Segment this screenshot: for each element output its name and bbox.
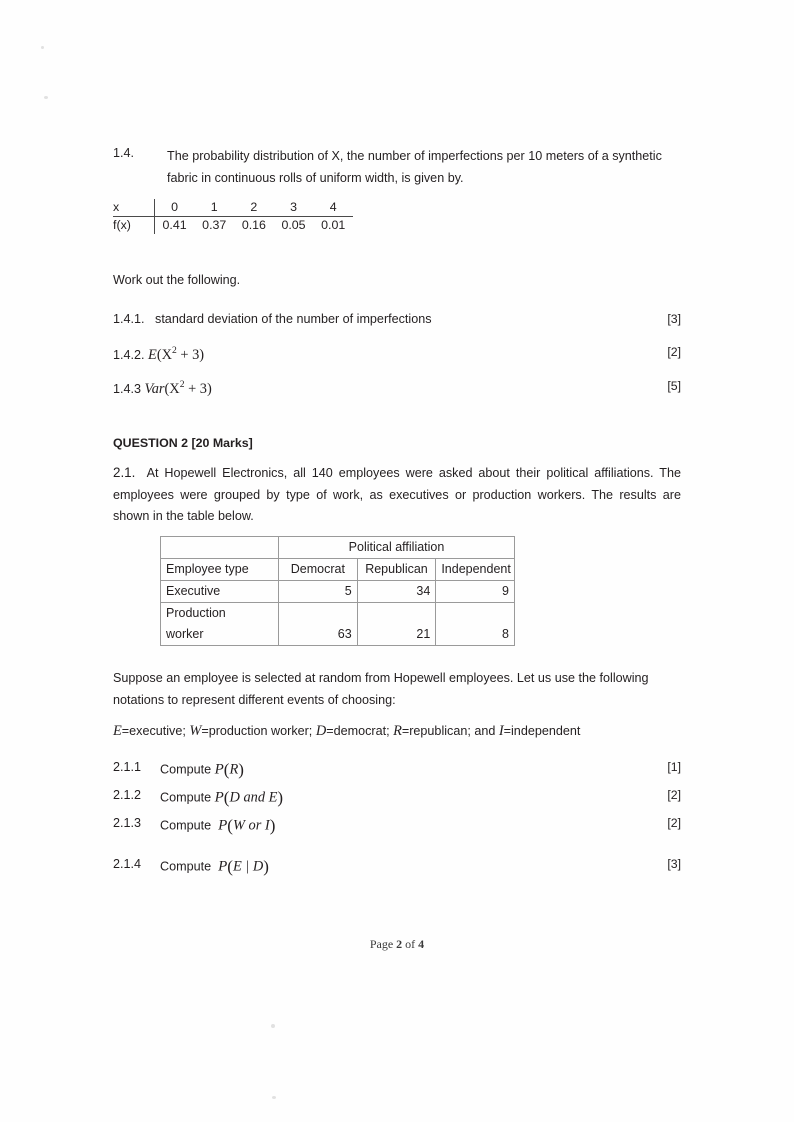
- question-1-4-text: The probability distribution of X, the number of imperfections per 10 meters of a synthetic fabric in continuous rolls of uniform width, is given by.: [167, 149, 662, 185]
- marks-2-1-3: [2]: [667, 816, 681, 830]
- column-header-employee-type: Employee type: [161, 559, 279, 581]
- symbol-e-text: =executive;: [121, 724, 190, 738]
- x-value: 3: [274, 199, 314, 217]
- work-out-instruction: Work out the following.: [113, 273, 241, 287]
- cell-blank: [436, 603, 515, 625]
- fx-value: 0.37: [202, 218, 227, 232]
- suppose-paragraph: Suppose an employee is selected at random from Hopewell employees. Let us use the following notations to represent different events of choosing:: [113, 671, 649, 707]
- question-1-4-number: 1.4.: [113, 146, 135, 160]
- x-value: 0: [154, 199, 194, 217]
- question-1-4-3-text: 1.4.3 $Var(X^2 + 3)$: [113, 379, 212, 397]
- column-header-republican: Republican: [357, 559, 436, 581]
- row-label-x: x: [113, 199, 154, 217]
- footer-page-number: 2: [396, 937, 403, 951]
- cell-blank: [357, 603, 436, 625]
- question-2-1-1-text: Compute P(R): [160, 760, 244, 779]
- question-1-4-1-text: 1.4.1. standard deviation of the number of imperfections: [113, 312, 432, 326]
- table-row: [161, 537, 515, 559]
- column-header-independent: Independent: [436, 559, 515, 581]
- marks-2-1-1: [1]: [667, 760, 681, 774]
- table-row: [161, 559, 515, 581]
- symbol-d: D: [315, 723, 327, 739]
- question-2-1-4-text: Compute P(E | D): [160, 857, 269, 876]
- question-2-1-number: 2.1.: [113, 465, 136, 480]
- table-row: [113, 199, 353, 217]
- row-header-executive: Executive: [161, 581, 279, 603]
- marks-1-4-3: [5]: [667, 379, 681, 393]
- question-2-1-3-text: Compute P(W or I): [160, 816, 276, 835]
- question-2-1-2-number: 2.1.2: [113, 788, 142, 802]
- cell-executive-independent: 9: [436, 581, 515, 603]
- scan-speck: [44, 96, 48, 99]
- span-header-political-affiliation: Political affiliation: [279, 537, 515, 559]
- symbol-d-text: =democrat;: [326, 724, 394, 738]
- question-2-1-3-number: 2.1.3: [113, 816, 142, 830]
- footer-prefix: Page: [369, 937, 397, 951]
- table-row: [113, 217, 353, 235]
- footer-middle: of: [402, 937, 419, 951]
- probability-distribution-table: [113, 199, 353, 234]
- question-2-1-1-number: 2.1.1: [113, 760, 142, 774]
- cell-executive-republican: 34: [357, 581, 436, 603]
- fx-value: 0.16: [241, 218, 266, 232]
- scan-speck: [271, 1024, 275, 1028]
- cell-executive-democrat: 5: [279, 581, 358, 603]
- question-1-4: [113, 146, 681, 189]
- symbol-i: I: [498, 723, 504, 739]
- scan-speck: [41, 46, 44, 49]
- question-2-heading: QUESTION 2 [20 Marks]: [113, 436, 253, 450]
- table-row: [161, 603, 515, 625]
- fx-value: 0.41: [162, 218, 187, 232]
- x-value: 1: [194, 199, 234, 217]
- fx-value: 0.05: [281, 218, 306, 232]
- row-label-fx: f(x): [113, 218, 131, 232]
- row-header-production-worker-line1: Production: [161, 603, 279, 625]
- cell-production-worker-republican: 21: [357, 624, 436, 646]
- fx-value: 0.01: [321, 218, 346, 232]
- symbol-r-text: =republican; and: [401, 724, 499, 738]
- notation-line: [113, 723, 681, 740]
- question-2-1-2-text: Compute P(D and E): [160, 788, 284, 807]
- contingency-table: [160, 536, 515, 646]
- question-2-1-text: At Hopewell Electronics, all 140 employees were asked about their political affiliations. The employees were grouped by type of work, as executives or production workers. The results are shown in the table below.: [113, 466, 681, 523]
- page-footer: [0, 937, 794, 952]
- symbol-e: E: [113, 723, 122, 739]
- x-value: 4: [313, 199, 353, 217]
- symbol-w-text: =production worker;: [201, 724, 316, 738]
- question-2-1-4-number: 2.1.4: [113, 857, 142, 871]
- x-value: 2: [234, 199, 274, 217]
- marks-2-1-4: [3]: [667, 857, 681, 871]
- contingency-table-wrapper: [160, 536, 515, 646]
- table-row: [161, 624, 515, 646]
- symbol-i-text: =independent: [503, 724, 581, 738]
- row-header-production-worker-line2: worker: [161, 624, 279, 646]
- column-header-democrat: Democrat: [279, 559, 358, 581]
- marks-2-1-2: [2]: [667, 788, 681, 802]
- question-1-4-2-text: 1.4.2. $E(X^2 + 3)$: [113, 345, 205, 363]
- cell-blank: [279, 603, 358, 625]
- marks-1-4-2: [2]: [667, 345, 681, 359]
- symbol-w: W: [189, 723, 202, 739]
- scan-speck: [272, 1096, 276, 1099]
- question-2-1-intro: [113, 462, 681, 528]
- corner-cell: [161, 537, 279, 559]
- marks-1-4-1: [3]: [667, 312, 681, 326]
- footer-total-pages: 4: [418, 937, 425, 951]
- table-row: [161, 581, 515, 603]
- cell-production-worker-independent: 8: [436, 624, 515, 646]
- symbol-r: R: [393, 723, 402, 739]
- cell-production-worker-democrat: 63: [279, 624, 358, 646]
